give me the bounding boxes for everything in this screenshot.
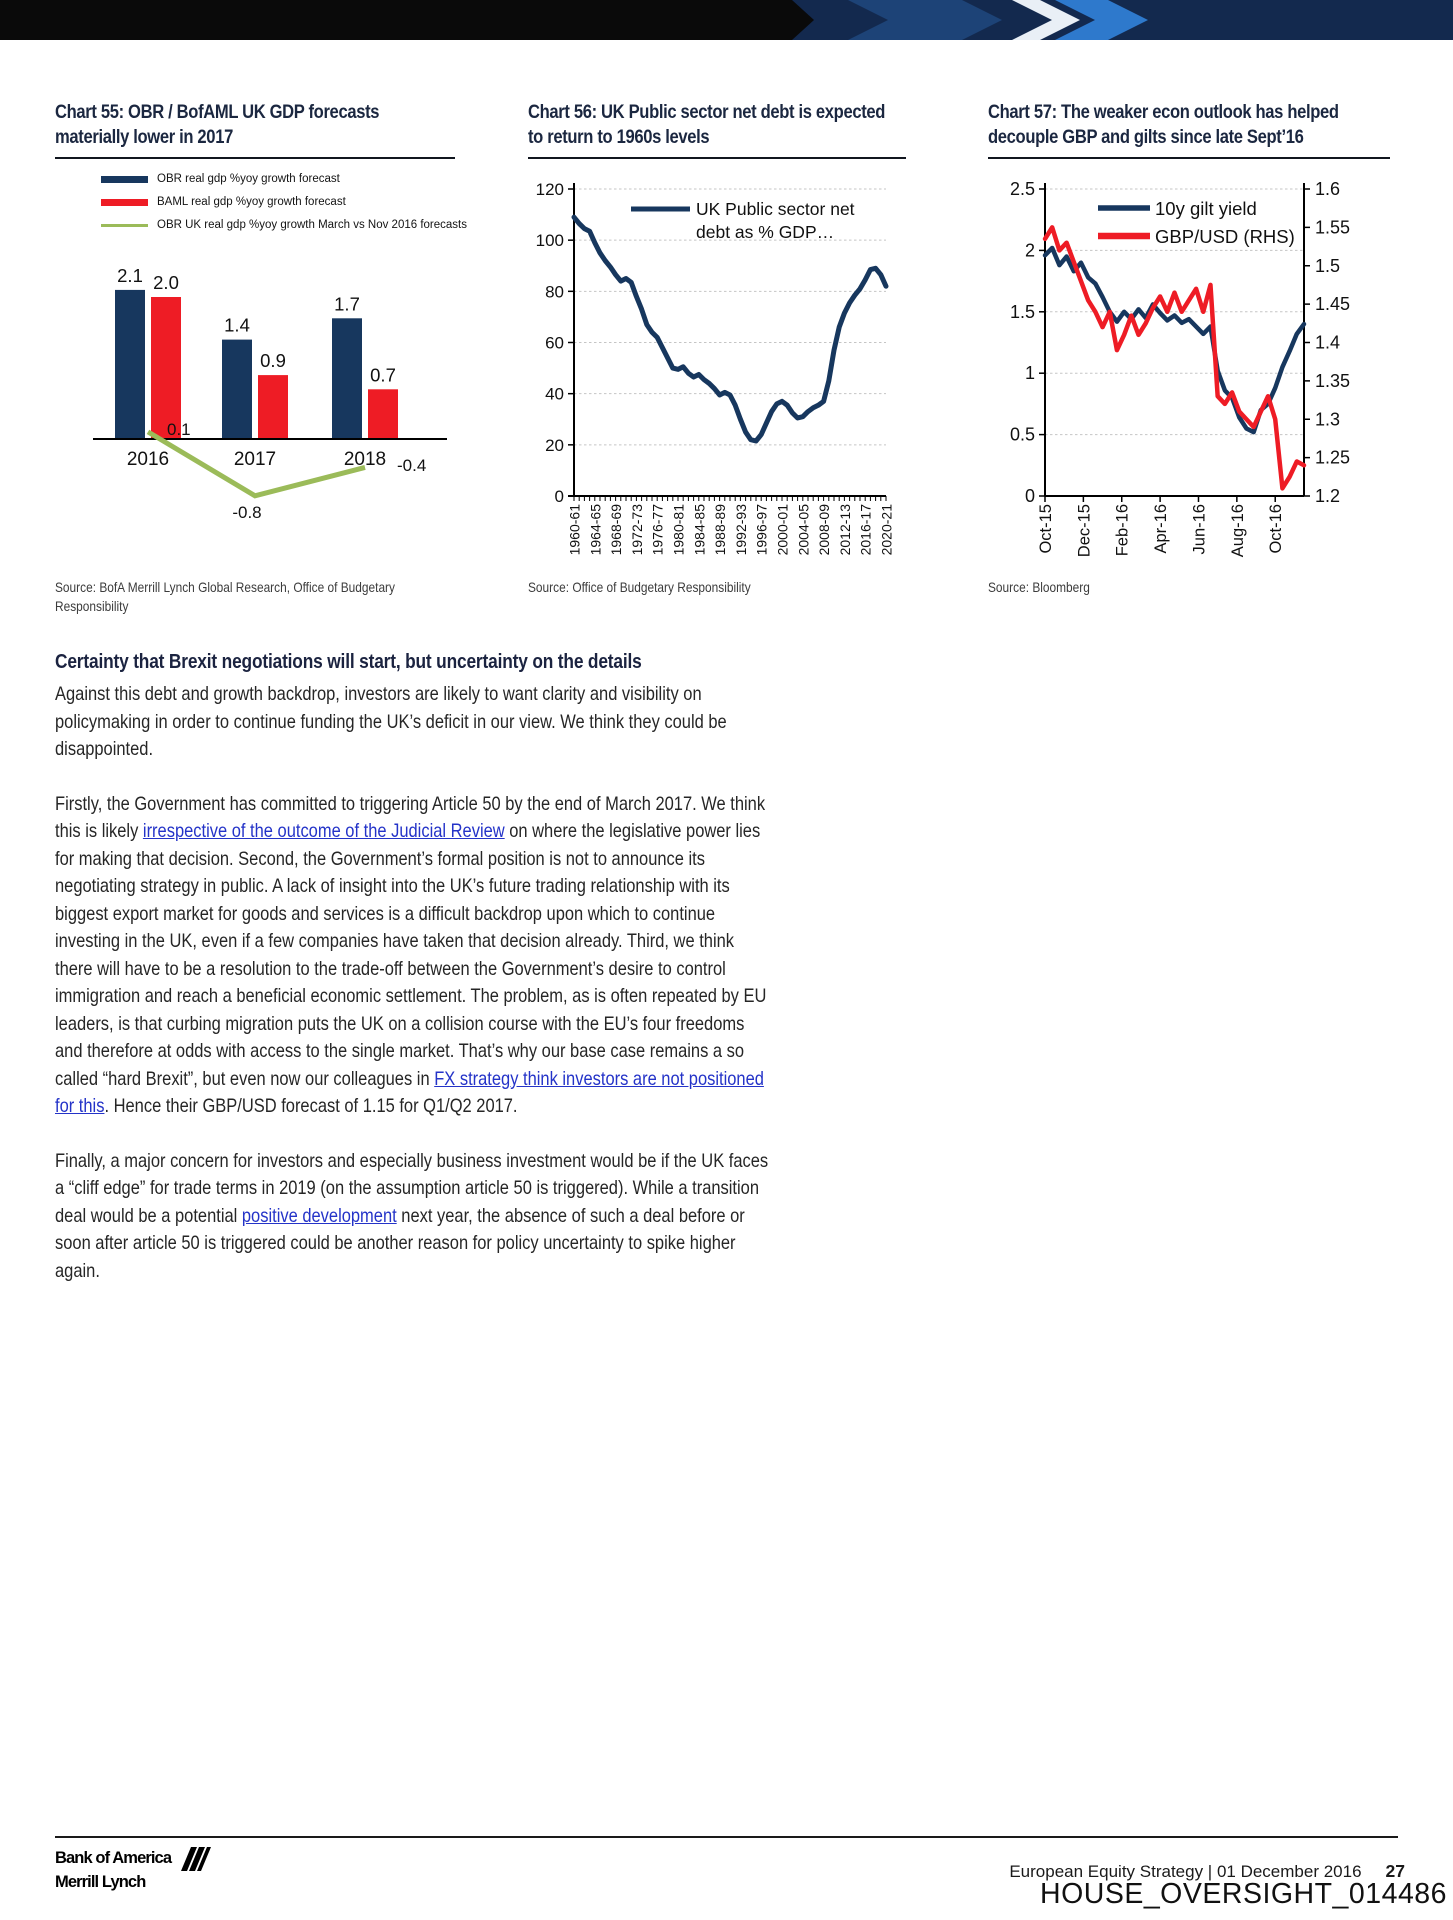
svg-text:Oct-16: Oct-16 — [1267, 504, 1286, 554]
svg-text:2018: 2018 — [343, 449, 387, 470]
inline-link[interactable]: positive development — [241, 1204, 397, 1227]
svg-text:1.7: 1.7 — [334, 293, 360, 315]
debt-line — [574, 217, 886, 441]
svg-text:2020-21: 2020-21 — [878, 504, 895, 556]
paragraph-text: Against this debt and growth backdrop, investors are likely to want clarity and visibility on policymaking in order to continue funding the UK’s deficit in our view. We think they could be disappointed. — [55, 683, 727, 760]
chart55-title — [55, 100, 455, 159]
svg-text:1.55: 1.55 — [1315, 217, 1351, 238]
chart56-line-chart — [528, 171, 906, 566]
legend-item-baml — [101, 196, 455, 208]
chart56-title-line2: to return to 1960s levels — [528, 126, 710, 148]
svg-text:Aug-16: Aug-16 — [1228, 504, 1247, 558]
chart56-column — [528, 100, 906, 595]
body-paragraph — [55, 681, 775, 764]
chart55-plot — [93, 265, 447, 522]
chart56-title — [528, 100, 906, 159]
bar-obr — [115, 290, 145, 439]
svg-text:0.9: 0.9 — [260, 350, 286, 372]
bar-obr — [332, 318, 362, 439]
bar-obr — [222, 340, 252, 439]
svg-text:Oct-15: Oct-15 — [1037, 504, 1055, 554]
inline-link[interactable]: FX strategy think investors are not positioned for this — [55, 1067, 764, 1117]
svg-text:1996-97: 1996-97 — [753, 504, 770, 556]
chart55-legend — [55, 173, 467, 231]
svg-text:2.0: 2.0 — [153, 272, 179, 293]
svg-text:Dec-15: Dec-15 — [1075, 504, 1094, 558]
chart57-title-line2: decouple GBP and gilts since late Sept’16 — [988, 126, 1304, 148]
chart55-bar-chart — [55, 237, 455, 537]
svg-text:0: 0 — [554, 487, 564, 506]
svg-text:0.7: 0.7 — [370, 364, 396, 386]
chart57-title-line1: Chart 57: The weaker econ outlook has helped — [988, 101, 1339, 123]
svg-text:1.35: 1.35 — [1315, 370, 1351, 391]
body-paragraph — [55, 791, 775, 1121]
legend-item-obr — [101, 173, 455, 185]
svg-text:1992-93: 1992-93 — [732, 504, 749, 556]
svg-text:0.1: 0.1 — [167, 420, 191, 439]
paragraph-text: Firstly, the Government has committed to triggering Article 50 by the end of March 2017. We think this is likely — [55, 792, 766, 842]
svg-text:2.5: 2.5 — [1009, 179, 1035, 199]
bar-baml — [368, 389, 398, 439]
paragraph-text: next year, the absence of such a deal before or soon after article 50 is triggered could be another reason for policy uncertainty to spike higher again. — [55, 1204, 745, 1282]
svg-text:2012-13: 2012-13 — [836, 504, 853, 556]
chart55-title-line2: materially lower in 2017 — [55, 126, 233, 148]
source-line: Source: Bloomberg — [988, 579, 1090, 595]
svg-text:2004-05: 2004-05 — [795, 504, 812, 556]
paragraph-text: . Hence their GBP/USD forecast of 1.15 for Q1/Q2 2017. — [104, 1095, 518, 1117]
svg-text:debt as % GDP…: debt as % GDP… — [696, 222, 835, 242]
source-line: Source: Office of Budgetary Responsibility — [528, 579, 751, 595]
svg-text:2016-17: 2016-17 — [857, 504, 874, 556]
svg-text:1984-85: 1984-85 — [691, 504, 708, 556]
chart56-title-line1: Chart 56: UK Public sector net debt is expected — [528, 101, 886, 123]
baml-bar-swatch-icon — [101, 199, 148, 206]
svg-text:-0.8: -0.8 — [232, 503, 262, 522]
svg-text:80: 80 — [545, 282, 564, 302]
bar-baml — [151, 297, 181, 439]
obr-line-swatch-icon — [101, 224, 148, 227]
article-heading: Certainty that Brexit negotiations will start, but uncertainty on the details — [55, 650, 642, 673]
svg-text:1.25: 1.25 — [1315, 447, 1351, 468]
footer-rule — [55, 1836, 1398, 1838]
chart57-column — [988, 100, 1390, 595]
chart57-source — [988, 578, 1108, 597]
svg-text:1.5: 1.5 — [1315, 255, 1341, 276]
body-paragraph — [55, 1148, 775, 1286]
svg-text:1.45: 1.45 — [1315, 294, 1351, 315]
source-line: Source: BofA Merrill Lynch Global Research, Office of Budgetary — [55, 579, 395, 595]
chart56-plot — [536, 180, 895, 555]
svg-text:10y gilt yield: 10y gilt yield — [1155, 198, 1257, 219]
svg-text:2008-09: 2008-09 — [816, 504, 833, 556]
svg-text:1988-89: 1988-89 — [712, 504, 729, 556]
chart55-source — [55, 578, 455, 616]
svg-text:-0.4: -0.4 — [397, 456, 427, 475]
svg-text:1980-81: 1980-81 — [670, 504, 687, 556]
source-line: Responsibility — [55, 598, 129, 614]
legend-label: OBR real gdp %yoy growth forecast — [157, 173, 340, 185]
chart57-title — [988, 100, 1390, 159]
legend-label: OBR UK real gdp %yoy growth March vs Nov 2016 forecasts — [157, 219, 467, 231]
svg-text:100: 100 — [535, 231, 564, 251]
svg-text:1972-73: 1972-73 — [628, 504, 645, 556]
svg-text:Feb-16: Feb-16 — [1113, 504, 1132, 557]
legend-item-obr-line — [101, 219, 467, 231]
svg-text:40: 40 — [545, 384, 564, 404]
brand-band — [0, 0, 1453, 40]
page-number: 27 — [1385, 1861, 1405, 1881]
chart56-source — [528, 578, 790, 597]
svg-text:1.4: 1.4 — [224, 314, 250, 336]
svg-text:2016: 2016 — [126, 449, 170, 470]
inline-link[interactable]: irrespective of the outcome of the Judicial Review — [142, 820, 505, 842]
bofa-flag-icon — [177, 1845, 211, 1873]
watermark-label: HOUSE_OVERSIGHT_014486 — [1039, 1878, 1447, 1910]
svg-text:1.3: 1.3 — [1315, 409, 1341, 430]
svg-text:1960-61: 1960-61 — [566, 504, 583, 556]
paragraph-text: on where the legislative power lies for making that decision. Second, the Government’s formal position is not to announce its negotiating strategy in public. A lack of insight into the UK’s future trading relationship with its biggest export market for goods and services is a difficult backdrop upon which to continue investing in the UK, even if a few companies have taken that decision already. Third, we think there will have to be a resolution to the trade-off between the Government’s desire to control immigration and reach a beneficial economic settlement. The problem, as is often repeated by EU leaders, is that curbing migration puts the UK on a collision course with the EU’s four freedoms and therefore at odds with access to the single market. That’s why our base case remains a so called “hard Brexit”, but even now our colleagues in — [55, 820, 767, 1090]
svg-text:1976-77: 1976-77 — [649, 504, 666, 556]
bofa-ml-logo — [55, 1849, 211, 1892]
obr-bar-swatch-icon — [101, 176, 148, 183]
svg-text:1: 1 — [1024, 363, 1035, 384]
chart55-title-line1: Chart 55: OBR / BofAML UK GDP forecasts — [55, 101, 380, 123]
svg-text:2: 2 — [1024, 240, 1035, 261]
logo-text-line2: Merrill Lynch — [55, 1873, 146, 1891]
article-body — [55, 650, 775, 1312]
bar-baml — [258, 375, 288, 439]
svg-text:2.1: 2.1 — [117, 264, 143, 286]
svg-text:1.6: 1.6 — [1315, 179, 1341, 199]
svg-text:0: 0 — [1024, 486, 1035, 506]
chart57-line-chart — [988, 171, 1390, 566]
svg-text:Jun-16: Jun-16 — [1190, 504, 1209, 555]
paragraph-text: Finally, a major concern for investors and especially business investment would be if the UK faces a “cliff edge” for trade terms in 2019 (on the assumption article 50 is triggered). While a transition deal would be a potential — [55, 1149, 769, 1227]
svg-text:1.2: 1.2 — [1315, 486, 1341, 506]
chart57-plot — [1010, 179, 1350, 557]
svg-text:UK Public sector net: UK Public sector net — [696, 199, 855, 219]
svg-text:0.5: 0.5 — [1009, 424, 1035, 445]
svg-text:60: 60 — [545, 333, 564, 353]
svg-text:1964-65: 1964-65 — [587, 504, 604, 556]
svg-text:120: 120 — [535, 180, 564, 199]
legend-label: BAML real gdp %yoy growth forecast — [157, 196, 346, 208]
article-paragraphs — [55, 681, 775, 1285]
svg-text:2000-01: 2000-01 — [774, 504, 791, 556]
chart55-column — [55, 100, 467, 614]
svg-text:20: 20 — [545, 435, 564, 455]
svg-text:GBP/USD (RHS): GBP/USD (RHS) — [1155, 226, 1295, 247]
svg-text:1.5: 1.5 — [1009, 301, 1035, 322]
svg-text:1.4: 1.4 — [1315, 332, 1341, 353]
logo-text-line1: Bank of America — [55, 1849, 172, 1867]
svg-text:1968-69: 1968-69 — [608, 504, 625, 556]
footer-report-title: European Equity Strategy | 01 December 2016 — [1009, 1862, 1362, 1881]
svg-text:2017: 2017 — [233, 449, 277, 470]
svg-text:Apr-16: Apr-16 — [1152, 504, 1171, 554]
